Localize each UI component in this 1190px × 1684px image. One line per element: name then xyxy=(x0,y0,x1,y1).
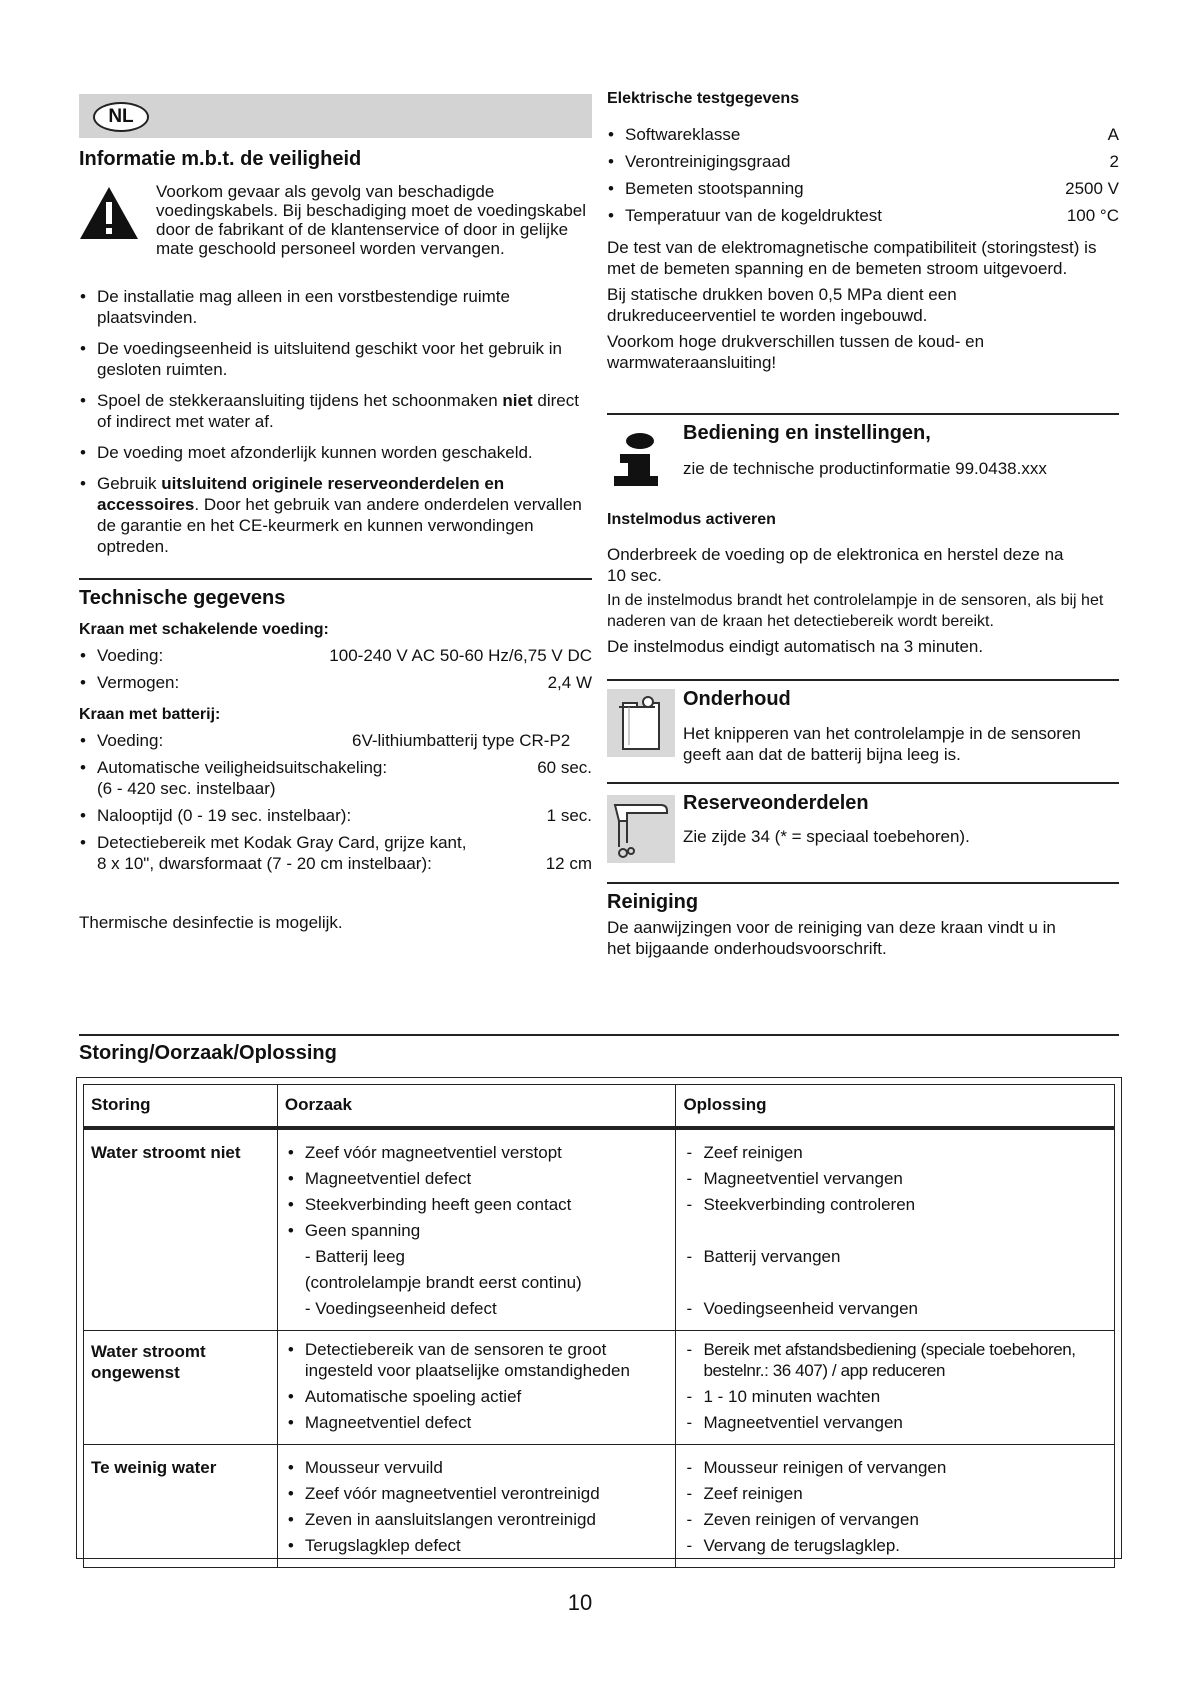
list-item: • De installatie mag alleen in een vorstbestendige ruimte plaatsvinden. xyxy=(79,286,592,328)
troubleshooting-title: Storing/Oorzaak/Oplossing xyxy=(79,1042,337,1064)
spec-row: • Voeding: 100-240 V AC 50-60 Hz/6,75 V DC xyxy=(79,645,592,666)
divider xyxy=(79,578,592,580)
divider xyxy=(79,1034,1119,1036)
table-row xyxy=(84,1331,1115,1445)
table-cell-cause: • Detectiebereik van de sensoren te groot ingesteld voor plaatselijke omstandigheden • Automatische spoeling actief • Magneetventiel defect xyxy=(277,1331,676,1445)
tech-subtitle-mains: Kraan met schakelende voeding: xyxy=(79,621,329,638)
safety-warning-text: Voorkom gevaar als gevolg van beschadigde voedingskabels. Bij beschadiging moet de voedingskabel door de fabrikant of de klantenservice of door in gelijke mate geschoold personeel worden vervangen. xyxy=(156,182,587,258)
list-item: • Gebruik uitsluitend originele reserveonderdelen en accessoires. Door het gebruik van andere onderdelen vervallen de garantie en het CE-keurmerk en kunnen verwondingen optreden. xyxy=(79,473,592,557)
info-icon xyxy=(612,432,664,486)
paragraph: Onderbreek de voeding op de elektronica en herstel deze na 10 sec. xyxy=(607,545,1064,585)
table-cell-solution: - Bereik met afstandsbediening (speciale toebehoren, bestelnr.: 36 407) / app reduceren - 1 - 10 minuten wachten - Magneetventiel vervangen xyxy=(676,1331,1115,1445)
divider xyxy=(607,882,1119,884)
paragraph: Voorkom hoge drukverschillen tussen de koud- en warmwateraansluiting! xyxy=(607,332,985,372)
list-item: • Spoel de stekkeraansluiting tijdens het schoonmaken niet direct of indirect met water af. xyxy=(79,390,592,432)
paragraph: De instelmodus eindigt automatisch na 3 minuten. xyxy=(607,637,984,656)
operation-text: zie de technische productinformatie 99.0438.xxx xyxy=(683,459,1047,478)
cleaning-text: De aanwijzingen voor de reiniging van deze kraan vindt u in het bijgaande onderhoudsvoorschrift. xyxy=(607,918,1056,958)
cleaning-title: Reiniging xyxy=(607,891,699,913)
elec-specs xyxy=(607,124,1119,232)
maintenance-title: Onderhoud xyxy=(683,688,791,710)
table-row xyxy=(84,1128,1115,1331)
table-header: Oorzaak xyxy=(277,1085,676,1129)
spec-row: • Nalooptijd (0 - 19 sec. instelbaar): 1 sec. xyxy=(79,805,592,826)
operation-title: Bediening en instellingen, xyxy=(683,422,931,444)
spec-row: • Temperatuur van de kogeldruktest 100 °C xyxy=(607,205,1119,232)
table-cell-fault: Water stroomt ongewenst xyxy=(84,1331,278,1445)
setup-mode-text xyxy=(607,544,1112,657)
safety-title: Informatie m.b.t. de veiligheid xyxy=(79,148,362,170)
divider xyxy=(607,679,1119,681)
spare-parts-text: Zie zijde 34 (* = speciaal toebehoren). xyxy=(683,827,970,846)
table-header: Oplossing xyxy=(676,1085,1115,1129)
spec-row: • Detectiebereik met Kodak Gray Card, grijze kant, 8 x 10", dwarsformaat (7 - 20 cm instelbaar): 12 cm xyxy=(79,832,592,874)
maintenance-text: Het knipperen van het controlelampje in de sensoren geeft aan dat de batterij bijna leeg is. xyxy=(683,724,1081,764)
table-cell-solution: - Mousseur reinigen of vervangen - Zeef reinigen - Zeven reinigen of vervangen - Vervang de terugslagklep. xyxy=(676,1445,1115,1568)
page-number: 10 xyxy=(567,1590,593,1615)
paragraph: De test van de elektromagnetische compatibiliteit (storingstest) is met de bemeten spanning en de bemeten stroom uitgevoerd. xyxy=(607,238,1097,278)
table-cell-fault: Water stroomt niet xyxy=(84,1128,278,1331)
tech-subtitle-battery: Kraan met batterij: xyxy=(79,706,221,723)
spec-row: • Voeding: 6V-lithiumbatterij type CR-P2 xyxy=(79,730,592,751)
battery-icon xyxy=(607,689,675,757)
spec-row: • Automatische veiligheidsuitschakeling: 60 sec. (6 - 420 sec. instelbaar) xyxy=(79,757,592,799)
spec-row: • Verontreinigingsgraad 2 xyxy=(607,151,1119,178)
elec-title: Elektrische testgegevens xyxy=(607,90,800,107)
table-header: Storing xyxy=(84,1085,278,1129)
spec-row: • Softwareklasse A xyxy=(607,124,1119,151)
spec-row: • Vermogen: 2,4 W xyxy=(79,672,592,693)
language-header-bar xyxy=(79,94,592,138)
paragraph: In de instelmodus brandt het controlelampje in de sensoren, als bij het naderen van de kraan het detectiebereik wordt bereikt. xyxy=(607,592,1104,630)
troubleshooting-table xyxy=(83,1084,1115,1568)
safety-list xyxy=(79,286,592,567)
paragraph: Bij statische drukken boven 0,5 MPa dient een drukreduceerventiel te worden ingebouwd. xyxy=(607,285,957,325)
setup-mode-title: Instelmodus activeren xyxy=(607,511,776,528)
spare-parts-icon xyxy=(607,795,675,863)
table-cell-fault: Te weinig water xyxy=(84,1445,278,1568)
spec-row: • Bemeten stootspanning 2500 V xyxy=(607,178,1119,205)
language-badge: NL xyxy=(93,102,149,132)
table-cell-solution: - Zeef reinigen - Magneetventiel vervangen - Steekverbinding controleren - Batterij vervangen - Voedingseenheid vervangen xyxy=(676,1128,1115,1331)
tech-specs xyxy=(79,620,592,880)
divider xyxy=(607,413,1119,415)
warning-icon xyxy=(78,185,140,241)
tech-title: Technische gegevens xyxy=(79,587,286,609)
spare-parts-title: Reserveonderdelen xyxy=(683,792,869,814)
list-item: • De voeding moet afzonderlijk kunnen worden geschakeld. xyxy=(79,442,592,463)
list-item: • De voedingseenheid is uitsluitend geschikt voor het gebruik in gesloten ruimten. xyxy=(79,338,592,380)
tech-note: Thermische desinfectie is mogelijk. xyxy=(79,913,343,932)
table-cell-cause: • Zeef vóór magneetventiel verstopt • Magneetventiel defect • Steekverbinding heeft geen contact • Geen spanning - Batterij leeg (controlelampje brandt eerst continu) - Voedingseenheid defect xyxy=(277,1128,676,1331)
table-row xyxy=(84,1445,1115,1568)
table-cell-cause: • Mousseur vervuild • Zeef vóór magneetventiel verontreinigd • Zeven in aansluitslangen verontreinigd • Terugslagklep defect xyxy=(277,1445,676,1568)
elec-paragraphs xyxy=(607,237,1107,373)
divider xyxy=(607,782,1119,784)
